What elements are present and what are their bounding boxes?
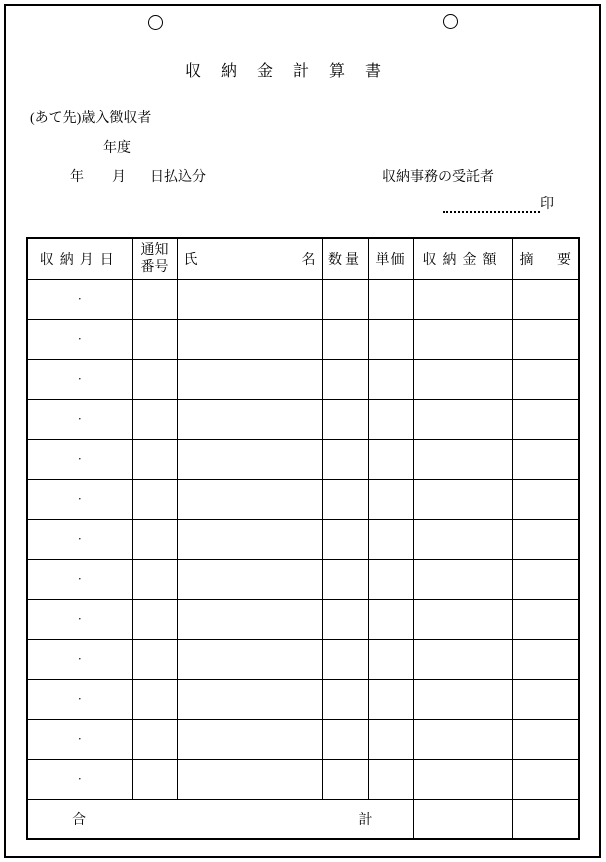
seal-label: 印 — [540, 197, 554, 212]
table-row — [27, 280, 579, 320]
cell-remarks — [512, 480, 579, 520]
cell-quantity — [322, 400, 368, 440]
cell-remarks — [512, 360, 579, 400]
cell-quantity — [322, 760, 368, 800]
header-collection-date: 収納月日 — [27, 238, 132, 280]
cell-name — [177, 400, 322, 440]
cell-remarks — [512, 440, 579, 480]
cell-amount — [413, 760, 512, 800]
punch-hole-right-icon — [443, 14, 458, 29]
cell-unit-price — [368, 320, 413, 360]
date-separator-dot: · — [77, 771, 82, 786]
cell-unit-price — [368, 600, 413, 640]
cell-unit-price — [368, 720, 413, 760]
cell-notice-number — [132, 640, 177, 680]
cell-notice-number — [132, 360, 177, 400]
cell-notice-number — [132, 400, 177, 440]
cell-amount — [413, 280, 512, 320]
date-separator-dot: · — [77, 731, 82, 746]
cell-name — [177, 520, 322, 560]
cell-notice-number — [132, 680, 177, 720]
cell-remarks — [512, 560, 579, 600]
cell-unit-price — [368, 560, 413, 600]
cell-name — [177, 720, 322, 760]
table-body — [27, 280, 579, 800]
cell-amount — [413, 600, 512, 640]
date-separator-dot: · — [77, 331, 82, 346]
cell-unit-price — [368, 280, 413, 320]
date-separator-dot: · — [77, 451, 82, 466]
cell-unit-price — [368, 400, 413, 440]
cell-name — [177, 320, 322, 360]
date-separator-dot: · — [77, 491, 82, 506]
table-row — [27, 360, 579, 400]
month-label: 月 — [112, 170, 126, 185]
cell-collection-date — [27, 280, 132, 320]
cell-collection-date — [27, 400, 132, 440]
table-row — [27, 760, 579, 800]
cell-name — [177, 760, 322, 800]
cell-remarks — [512, 760, 579, 800]
cell-name — [177, 560, 322, 600]
table-row — [27, 480, 579, 520]
cell-unit-price — [368, 640, 413, 680]
header-remarks: 摘 要 — [512, 238, 579, 280]
cell-notice-number — [132, 720, 177, 760]
cell-amount — [413, 560, 512, 600]
cell-quantity — [322, 640, 368, 680]
cell-remarks — [512, 280, 579, 320]
date-separator-dot: · — [77, 291, 82, 306]
fiscal-year-label: 年度 — [103, 141, 131, 156]
signature-dotted-line — [443, 197, 540, 213]
table-row — [27, 320, 579, 360]
cell-notice-number — [132, 280, 177, 320]
cell-quantity — [322, 520, 368, 560]
cell-collection-date — [27, 680, 132, 720]
date-separator-dot: · — [77, 531, 82, 546]
cell-collection-date — [27, 360, 132, 400]
total-row — [27, 800, 579, 840]
cell-unit-price — [368, 480, 413, 520]
cell-notice-number — [132, 320, 177, 360]
cell-amount — [413, 520, 512, 560]
cell-collection-date — [27, 320, 132, 360]
table-row — [27, 640, 579, 680]
cell-remarks — [512, 320, 579, 360]
date-separator-dot: · — [77, 611, 82, 626]
cell-remarks — [512, 720, 579, 760]
cell-amount — [413, 480, 512, 520]
date-separator-dot: · — [77, 371, 82, 386]
cell-amount — [413, 360, 512, 400]
cell-quantity — [322, 480, 368, 520]
cell-collection-date — [27, 720, 132, 760]
cell-unit-price — [368, 760, 413, 800]
cell-quantity — [322, 600, 368, 640]
collection-table — [26, 237, 580, 840]
date-separator-dot: · — [77, 411, 82, 426]
total-label-right: 計 — [358, 813, 373, 828]
cell-name — [177, 680, 322, 720]
cell-notice-number — [132, 560, 177, 600]
cell-collection-date — [27, 560, 132, 600]
cell-remarks — [512, 400, 579, 440]
date-separator-dot: · — [77, 571, 82, 586]
cell-name — [177, 600, 322, 640]
cell-name — [177, 360, 322, 400]
cell-remarks — [512, 600, 579, 640]
form-title: 収納金計算書 — [184, 63, 401, 80]
cell-unit-price — [368, 360, 413, 400]
cell-notice-number — [132, 520, 177, 560]
total-label-left: 合 — [72, 813, 86, 828]
cell-notice-number — [132, 760, 177, 800]
trustee-label: 収納事務の受託者 — [382, 170, 494, 185]
cell-name — [177, 640, 322, 680]
cell-amount — [413, 640, 512, 680]
table-header-row — [27, 238, 579, 280]
cell-collection-date — [27, 600, 132, 640]
table-row — [27, 400, 579, 440]
day-paid-label: 日払込分 — [150, 170, 206, 185]
cell-remarks — [512, 680, 579, 720]
cell-notice-number — [132, 480, 177, 520]
table-row — [27, 680, 579, 720]
cell-quantity — [322, 720, 368, 760]
cell-amount — [413, 680, 512, 720]
cell-unit-price — [368, 440, 413, 480]
cell-collection-date — [27, 640, 132, 680]
cell-collection-date — [27, 480, 132, 520]
cell-remarks — [512, 640, 579, 680]
cell-quantity — [322, 320, 368, 360]
date-separator-dot: · — [77, 651, 82, 666]
table-row — [27, 720, 579, 760]
table-row — [27, 600, 579, 640]
punch-hole-left-icon — [148, 15, 163, 30]
cell-collection-date — [27, 760, 132, 800]
cell-notice-number — [132, 600, 177, 640]
table-row — [27, 520, 579, 560]
total-label-cell — [27, 800, 413, 840]
cell-amount — [413, 440, 512, 480]
cell-quantity — [322, 280, 368, 320]
cell-unit-price — [368, 680, 413, 720]
date-separator-dot: · — [77, 691, 82, 706]
cell-name — [177, 280, 322, 320]
header-name: 氏 名 — [177, 238, 322, 280]
cell-notice-number — [132, 440, 177, 480]
cell-name — [177, 440, 322, 480]
cell-amount — [413, 720, 512, 760]
seal-signature-line — [443, 193, 554, 213]
header-unit-price: 単価 — [368, 238, 413, 280]
cell-collection-date — [27, 440, 132, 480]
header-amount: 収納金額 — [413, 238, 512, 280]
cell-collection-date — [27, 520, 132, 560]
cell-quantity — [322, 680, 368, 720]
cell-quantity — [322, 440, 368, 480]
cell-remarks — [512, 520, 579, 560]
table-row — [27, 440, 579, 480]
header-quantity: 数量 — [322, 238, 368, 280]
cell-amount — [413, 320, 512, 360]
year-label: 年 — [70, 170, 84, 185]
cell-quantity — [322, 560, 368, 600]
cell-quantity — [322, 360, 368, 400]
cell-unit-price — [368, 520, 413, 560]
header-notice-number: 通知 番号 — [132, 238, 177, 280]
total-remarks-cell — [512, 800, 579, 840]
table-row — [27, 560, 579, 600]
cell-amount — [413, 400, 512, 440]
total-amount-cell — [413, 800, 512, 840]
addressee-label: (あて先)歳入徴収者 — [30, 111, 152, 126]
cell-name — [177, 480, 322, 520]
